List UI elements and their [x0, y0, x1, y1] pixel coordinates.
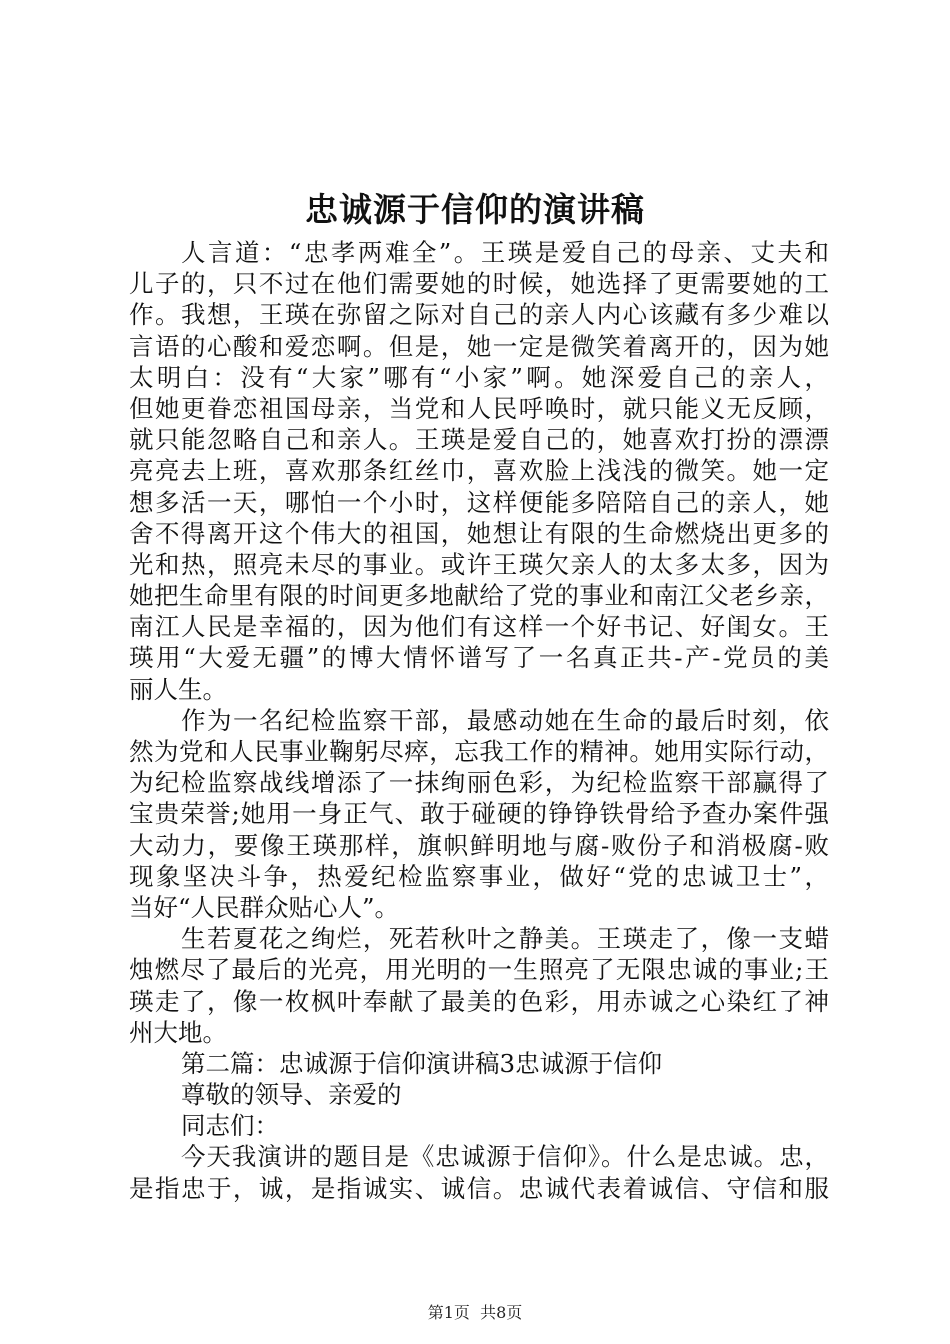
text-line: 亮亮去上班，喜欢那条红丝巾，喜欢脸上浅浅的微笑。她一定 — [129, 456, 829, 486]
text-line: 南江人民是幸福的，因为他们有这样一个好书记、好闺女。王 — [129, 612, 829, 642]
text-line: 现象坚决斗争，热爱纪检监察事业，做好“党的忠诚卫士”， — [129, 861, 829, 891]
text-line: 烛燃尽了最后的光亮，用光明的一生照亮了无限忠诚的事业;王 — [129, 955, 829, 985]
text-line: 丽人生。 — [129, 674, 227, 704]
text-line: 人言道：“忠孝两难全”。王瑛是爱自己的母亲、丈夫和 — [181, 238, 829, 267]
text-line: 就只能忽略自己和亲人。王瑛是爱自己的，她喜欢打扮的漂漂 — [129, 425, 829, 455]
salutation-line: 尊敬的领导、亲爱的 — [181, 1080, 402, 1110]
text-line: 言语的心酸和爱恋啊。但是，她一定是微笑着离开的，因为她 — [129, 331, 829, 361]
text-line: 今天我演讲的题目是《忠诚源于信仰》。什么是忠诚。忠， — [181, 1142, 829, 1172]
text-line: 大动力，要像王瑛那样，旗帜鲜明地与腐-败份子和消极腐-败 — [129, 830, 829, 860]
text-line: 她把生命里有限的时间更多地献给了党的事业和南江父老乡亲， — [129, 581, 829, 611]
document-title: 忠诚源于信仰的演讲稿 — [305, 190, 645, 229]
text-line: 作为一名纪检监察干部，最感动她在生命的最后时刻，依 — [181, 705, 829, 735]
text-line: 太明白：没有“大家”哪有“小家”啊。她深爱自己的亲人， — [129, 362, 829, 392]
text-line: 生若夏花之绚烂，死若秋叶之静美。王瑛走了，像一支蜡 — [181, 924, 829, 954]
text-line: 是指忠于，诚，是指诚实、诚信。忠诚代表着诚信、守信和服 — [129, 1173, 829, 1203]
text-line: 为纪检监察战线增添了一抹绚丽色彩，为纪检监察干部赢得了 — [129, 768, 829, 798]
text-line: 想多活一天，哪怕一个小时，这样便能多陪陪自己的亲人，她 — [129, 487, 829, 517]
text-line: 当好“人民群众贴心人”。 — [129, 892, 400, 922]
page-footer: 第1页 共8页 — [427, 1303, 523, 1322]
text-line: 瑛走了，像一枚枫叶奉献了最美的色彩，用赤诚之心染红了神 — [129, 986, 829, 1016]
salutation-line: 同志们： — [181, 1111, 279, 1141]
document-body — [129, 237, 829, 1204]
text-line: 儿子的，只不过在他们需要她的时候，她选择了更需要她的工 — [129, 269, 829, 299]
text-line: 但她更眷恋祖国母亲，当党和人民呼唤时，就只能义无反顾， — [129, 393, 829, 423]
text-line: 瑛用“大爱无疆”的博大情怀谱写了一名真正共-产-党员的美 — [129, 643, 829, 673]
text-line: 作。我想，王瑛在弥留之际对自己的亲人内心该藏有多少难以 — [129, 300, 829, 330]
text-line: 光和热，照亮未尽的事业。或许王瑛欠亲人的太多太多，因为 — [129, 549, 829, 579]
text-line: 舍不得离开这个伟大的祖国，她想让有限的生命燃烧出更多的 — [129, 518, 829, 548]
section-heading: 第二篇：忠诚源于信仰演讲稿3忠诚源于信仰 — [181, 1048, 663, 1078]
text-line: 宝贵荣誉;她用一身正气、敢于碰硬的铮铮铁骨给予查办案件强 — [129, 799, 829, 829]
text-line: 然为党和人民事业鞠躬尽瘁，忘我工作的精神。她用实际行动， — [129, 737, 829, 766]
text-line: 州大地。 — [129, 1017, 227, 1047]
